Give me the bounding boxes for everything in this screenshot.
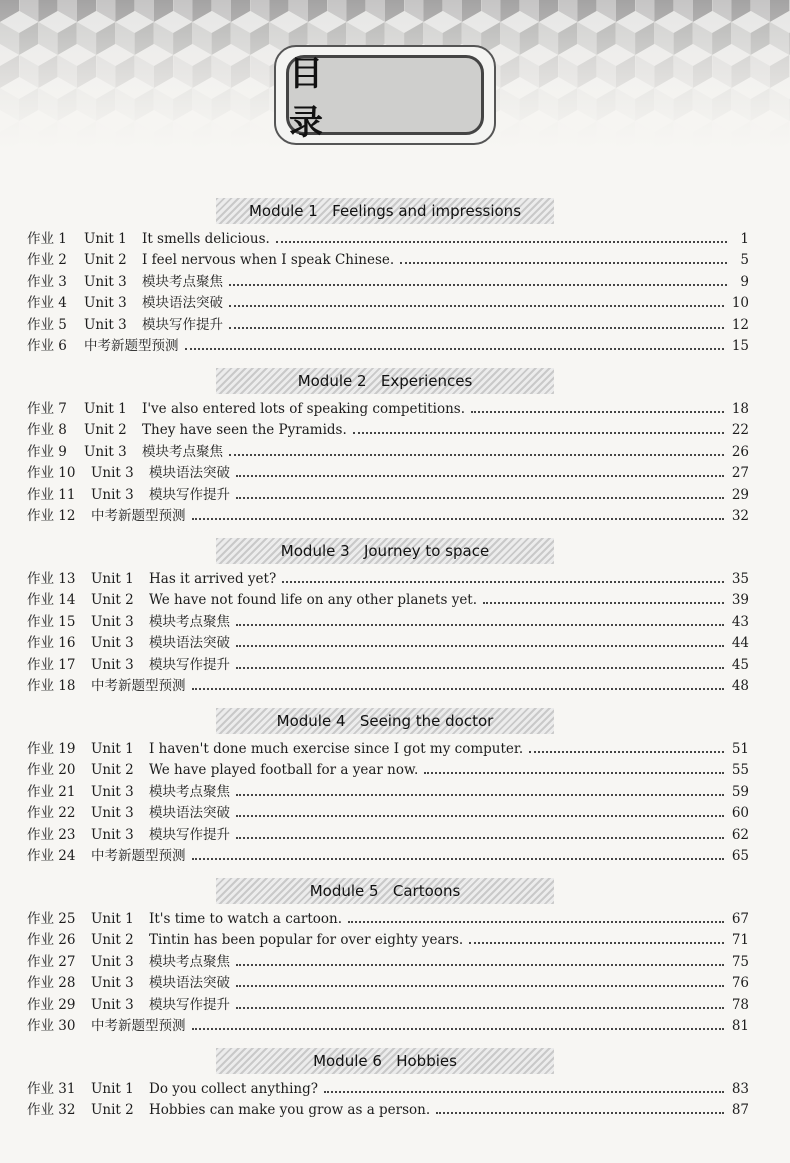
entry-title-line [149,952,749,973]
dot-leader [236,794,724,796]
dot-leader [324,1091,724,1093]
page-number: 29 [731,486,749,503]
unit-label: Unit 2 [91,592,134,609]
entry-title: 模块写作提升 [149,486,230,503]
dot-leader [192,858,724,860]
toc-entry[interactable] [27,485,749,506]
module-heading-label: Module 6 Hobbies [313,1052,457,1070]
entry-title-line [149,782,749,803]
entry-title: It smells delicious. [142,231,270,247]
entry-title-line [149,1079,749,1100]
entry-title-line [91,846,749,867]
toc-entry[interactable] [27,825,749,846]
entry-title: We have not found life on any other planets yet. [149,592,478,609]
unit-label: Unit 3 [91,975,134,992]
entry-title: 模块考点聚焦 [149,953,230,970]
dot-leader [236,667,724,669]
homework-number: 作业 32 [27,1102,76,1119]
entry-title: 中考新题型预测 [91,678,186,694]
page-number: 10 [731,295,749,312]
page-number: 62 [731,826,749,843]
homework-number: 作业 3 [27,273,67,290]
page-number: 48 [731,678,749,694]
unit-label: Unit 3 [91,465,134,482]
unit-label: Unit 1 [84,401,127,417]
toc-entry[interactable] [27,399,749,420]
dot-leader [236,1007,724,1009]
page-number: 27 [731,465,749,482]
toc-entry[interactable] [27,250,749,271]
entry-title: Has it arrived yet? [149,571,277,587]
homework-number: 作业 11 [27,486,76,503]
dot-leader [469,942,724,944]
homework-number: 作业 8 [27,422,67,439]
unit-label: Unit 2 [91,932,134,949]
toc-entry[interactable] [27,655,749,676]
entry-title: 模块考点聚焦 [149,783,230,800]
page-number: 55 [731,762,749,779]
entry-title: 中考新题型预测 [91,1018,186,1034]
entry-title: I haven't done much exercise since I got my computer. [149,741,524,757]
toc-entry[interactable] [27,420,749,441]
entry-title: 模块语法突破 [149,635,230,652]
unit-label: Unit 3 [91,656,134,673]
entry-title-line [142,293,749,314]
homework-number: 作业 13 [27,571,76,587]
homework-number: 作业 18 [27,678,76,694]
dot-leader [483,602,724,604]
toc-entry[interactable] [27,909,749,930]
entry-title-line [149,590,749,611]
dot-leader [236,815,724,817]
page-number: 43 [731,613,749,630]
unit-label: Unit 3 [91,826,134,843]
page-number: 65 [731,848,749,864]
homework-number: 作业 28 [27,975,76,992]
dot-leader [236,497,724,499]
unit-label: Unit 2 [84,252,127,269]
page-number: 39 [731,592,749,609]
dot-leader [348,921,724,923]
toc-entry[interactable] [27,846,749,867]
entry-title: Tintin has been popular for over eighty years. [149,932,464,949]
unit-label: Unit 2 [91,1102,134,1119]
dot-leader [192,518,724,520]
toc-entry[interactable] [27,315,749,336]
page-number: 75 [731,953,749,970]
toc-entry[interactable] [27,930,749,951]
toc-entry[interactable] [27,760,749,781]
entry-title-line [142,399,749,420]
toc-entry[interactable] [27,590,749,611]
toc-entry[interactable] [27,1079,749,1100]
unit-label: Unit 3 [84,316,127,333]
page-number: 12 [731,316,749,333]
page-number: 83 [731,1081,749,1097]
title-plate [286,54,484,143]
homework-number: 作业 15 [27,613,76,630]
unit-label: Unit 1 [91,741,134,757]
toc-entry[interactable] [27,463,749,484]
module-heading-label: Module 1 Feelings and impressions [248,202,522,220]
page-number: 35 [731,571,749,587]
page-number: 51 [731,741,749,757]
entry-title: We have played football for a year now. [149,762,419,779]
unit-label: Unit 1 [91,571,134,587]
page-number: 78 [731,996,749,1013]
toc-entry[interactable] [27,952,749,973]
dot-leader [276,241,727,243]
page-number: 22 [731,422,749,439]
homework-number: 作业 17 [27,656,76,673]
unit-label: Unit 3 [91,953,134,970]
dot-leader [529,751,724,753]
page-number: 26 [731,443,749,460]
module-heading [216,878,554,904]
entry-title: 模块语法突破 [149,805,230,822]
toc-entry[interactable] [27,336,749,357]
entry-title-line [149,612,749,633]
unit-label: Unit 3 [91,996,134,1013]
dot-leader [192,1028,724,1030]
homework-number: 作业 21 [27,783,76,800]
entry-title: 模块语法突破 [142,295,223,312]
homework-number: 作业 12 [27,508,76,524]
dot-leader [236,985,724,987]
unit-label: Unit 2 [84,422,127,439]
dot-leader [282,581,724,583]
homework-number: 作业 30 [27,1018,76,1034]
toc-entry[interactable] [27,506,749,527]
entry-title-line [149,973,749,994]
homework-number: 作业 6 [27,338,67,354]
toc-entry[interactable] [27,612,749,633]
entry-title-line [149,909,749,930]
unit-label: Unit 3 [84,273,127,290]
toc-entry[interactable] [27,569,749,590]
page-number: 67 [731,911,749,927]
entry-title: 模块写作提升 [142,316,223,333]
entry-title-line [142,420,749,441]
toc-entry[interactable] [27,973,749,994]
dot-leader [424,772,724,774]
dot-leader [229,327,724,329]
entry-title-line [91,506,749,527]
homework-number: 作业 1 [27,231,67,247]
toc-entry[interactable] [27,1100,749,1121]
toc-entry[interactable] [27,229,749,250]
homework-number: 作业 26 [27,932,76,949]
page-number: 32 [731,508,749,524]
module-heading-label: Module 5 Cartoons [309,882,461,900]
entry-title-line [142,315,749,336]
page-number: 71 [731,932,749,949]
entry-title-line [91,1016,749,1037]
entry-title-line [149,825,749,846]
entry-title: 模块写作提升 [149,826,230,843]
homework-number: 作业 27 [27,953,76,970]
page-number: 1 [740,231,749,247]
homework-number: 作业 20 [27,762,76,779]
dot-leader [229,305,724,307]
entry-title: Do you collect anything? [149,1081,318,1097]
toc-entry[interactable] [27,293,749,314]
toc-entry[interactable] [27,272,749,293]
homework-number: 作业 5 [27,316,67,333]
entry-title-line [149,1100,749,1121]
entry-title-line [149,930,749,951]
homework-number: 作业 25 [27,911,76,927]
page-number: 18 [731,401,749,417]
homework-number: 作业 31 [27,1081,76,1097]
dot-leader [229,284,727,286]
homework-number: 作业 16 [27,635,76,652]
unit-label: Unit 3 [91,613,134,630]
entry-title: It's time to watch a cartoon. [149,911,343,927]
entry-title-line [149,760,749,781]
dot-leader [436,1112,724,1114]
unit-label: Unit 1 [91,911,134,927]
module-heading [216,198,554,224]
entry-title-line [142,229,749,250]
unit-label: Unit 1 [84,231,127,247]
entry-title-line [142,272,749,293]
toc-entry[interactable] [27,676,749,697]
entry-title: 模块考点聚焦 [149,613,230,630]
module-heading [216,708,554,734]
dot-leader [229,454,724,456]
page-title: 目 录 [289,54,385,143]
unit-label: Unit 2 [91,762,134,779]
toc-entry[interactable] [27,739,749,760]
entry-title-line [84,336,749,357]
unit-label: Unit 1 [91,1081,134,1097]
page-number: 44 [731,635,749,652]
page-number: 9 [740,273,749,290]
entry-title: 中考新题型预测 [91,508,186,524]
page-number: 5 [740,252,749,269]
dot-leader [400,262,727,264]
unit-label: Unit 3 [84,443,127,460]
page-number: 76 [731,975,749,992]
toc-entry[interactable] [27,442,749,463]
entry-title-line [142,442,749,463]
dot-leader [185,348,724,350]
homework-number: 作业 23 [27,826,76,843]
toc-entry[interactable] [27,633,749,654]
entry-title: 模块考点聚焦 [142,443,223,460]
entry-title: 模块写作提升 [149,656,230,673]
entry-title-line [149,485,749,506]
title-frame [274,45,496,145]
entry-title: 模块写作提升 [149,996,230,1013]
homework-number: 作业 4 [27,295,67,312]
homework-number: 作业 7 [27,401,67,417]
page-number: 60 [731,805,749,822]
homework-number: 作业 2 [27,252,67,269]
unit-label: Unit 3 [91,635,134,652]
module-heading [216,1048,554,1074]
dot-leader [236,837,724,839]
homework-number: 作业 19 [27,741,76,757]
toc-entry[interactable] [27,1016,749,1037]
dot-leader [236,964,724,966]
homework-number: 作业 22 [27,805,76,822]
dot-leader [471,411,724,413]
homework-number: 作业 10 [27,465,76,482]
page-number: 87 [731,1102,749,1119]
entry-title: 中考新题型预测 [84,338,179,354]
entry-title: Hobbies can make you grow as a person. [149,1102,431,1119]
page-number: 45 [731,656,749,673]
entry-title: 模块语法突破 [149,465,230,482]
unit-label: Unit 3 [91,486,134,503]
entry-title-line [142,250,749,271]
module-heading [216,538,554,564]
module-heading [216,368,554,394]
entry-title-line [91,676,749,697]
dot-leader [236,645,724,647]
dot-leader [353,432,724,434]
dot-leader [236,624,724,626]
page-number: 59 [731,783,749,800]
homework-number: 作业 24 [27,848,76,864]
module-heading-label: Module 2 Experiences [297,372,473,390]
dot-leader [236,475,724,477]
entry-title: I feel nervous when I speak Chinese. [142,252,395,269]
dot-leader [192,688,724,690]
homework-number: 作业 14 [27,592,76,609]
toc-entry[interactable] [27,803,749,824]
entry-title-line [149,569,749,590]
module-heading-label: Module 4 Seeing the doctor [276,712,494,730]
unit-label: Unit 3 [91,783,134,800]
entry-title: 模块语法突破 [149,975,230,992]
entry-title: 中考新题型预测 [91,848,186,864]
module-heading-label: Module 3 Journey to space [280,542,490,560]
homework-number: 作业 29 [27,996,76,1013]
entry-title: I've also entered lots of speaking competitions. [142,401,466,417]
entry-title-line [149,463,749,484]
entry-title-line [149,995,749,1016]
entry-title: 模块考点聚焦 [142,273,223,290]
toc-entry[interactable] [27,782,749,803]
entry-title-line [149,803,749,824]
toc-entry[interactable] [27,995,749,1016]
entry-title-line [149,633,749,654]
page-number: 81 [731,1018,749,1034]
entry-title-line [149,655,749,676]
unit-label: Unit 3 [91,805,134,822]
homework-number: 作业 9 [27,443,67,460]
page-number: 15 [731,338,749,354]
unit-label: Unit 3 [84,295,127,312]
entry-title-line [149,739,749,760]
entry-title: They have seen the Pyramids. [142,422,347,439]
